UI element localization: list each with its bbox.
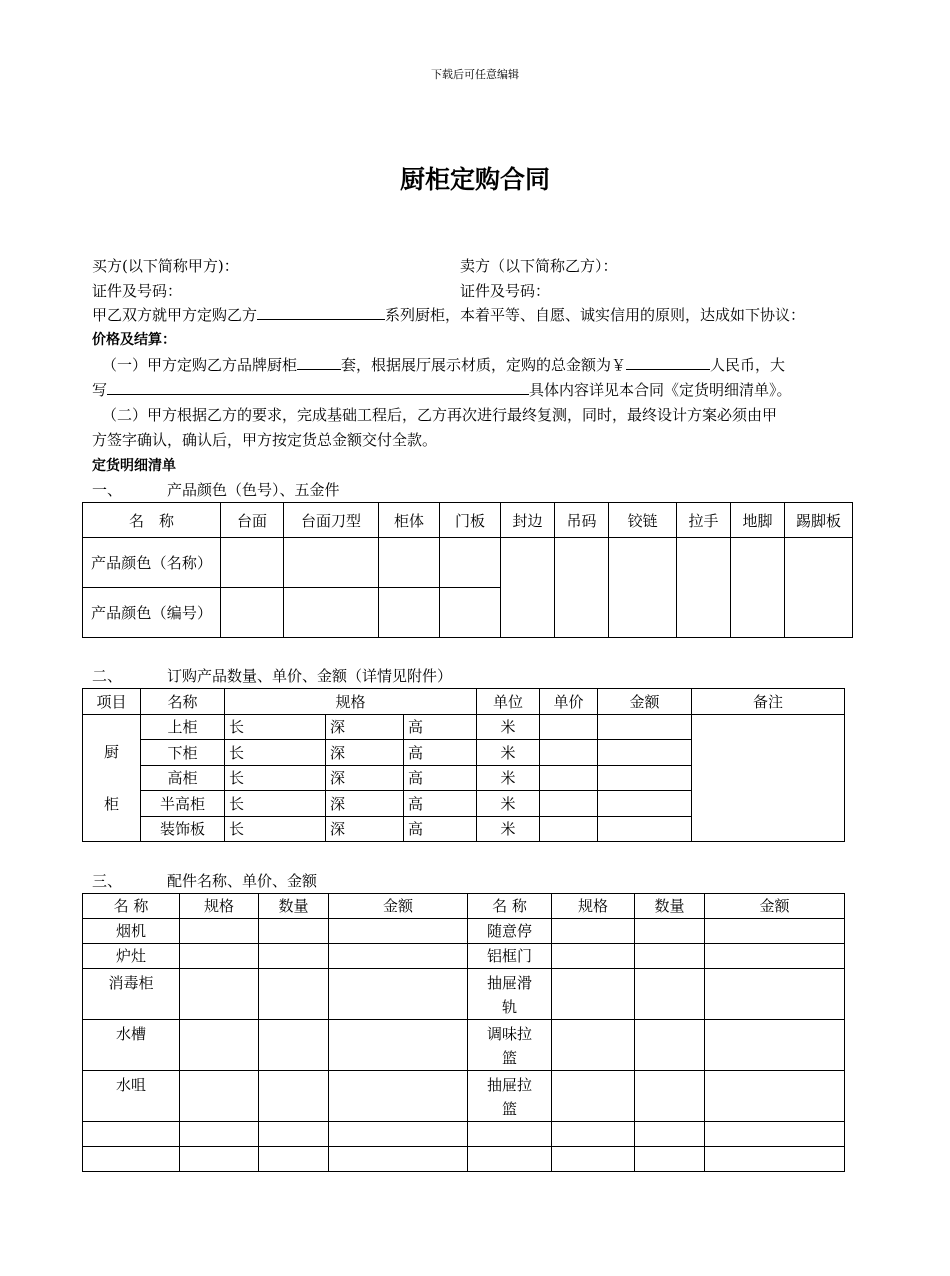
amount-blank[interactable] [626,355,710,370]
detail-heading: 定货明细清单 [92,458,176,474]
table-row [83,944,845,969]
t3-head-spec-left: 规格 [180,894,259,919]
accessories-table [82,893,845,1172]
section3-num: 三、 [92,872,123,890]
clause1-b: 套，根据展厅展示材质，定购的总金额为￥ [341,356,627,374]
t2-row-name: 下柜 [141,740,225,766]
t3-head-amount-right: 金额 [705,894,845,919]
t2-head-unit: 单位 [477,689,540,715]
t2-dim-height[interactable]: 高 [404,765,477,791]
parties-row [92,256,239,276]
price-heading: 价格及结算： [92,332,176,348]
clause1-line2 [92,380,792,400]
t2-group-top: 厨 [103,742,119,761]
t3-item-left: 水咀 [83,1071,180,1122]
t1-head-handle: 拉手 [677,503,731,538]
t3-item-right: 随意停 [468,919,552,944]
t2-dim-height[interactable]: 高 [404,791,477,817]
t3-head-name-left: 名 称 [83,894,180,919]
t2-dim-length[interactable]: 长 [225,714,326,740]
clause1-line1 [102,355,785,375]
section1-heading [92,480,340,500]
t2-dim-depth[interactable]: 深 [326,740,404,766]
t1-head-hinge: 铰链 [609,503,677,538]
t2-dim-depth[interactable]: 深 [326,765,404,791]
intro-line [92,305,805,325]
section3-title: 配件名称、单价、金额 [167,872,318,890]
t1-head-edge-profile: 台面刀型 [284,503,379,538]
section3-heading [92,871,317,891]
table-row [83,714,845,740]
t1-row-color-code: 产品颜色（编号） [83,588,221,638]
intro-pre: 甲乙双方就甲方定购乙方 [92,306,258,324]
t2-dim-height[interactable]: 高 [404,816,477,842]
clause2-line2: 方签字确认，确认后，甲方按定货总金额交付全款。 [92,431,438,449]
t2-unit: 米 [477,714,540,740]
t1-head-cabinet: 柜体 [379,503,440,538]
t1-head-kickboard: 踢脚板 [785,503,853,538]
t2-unit: 米 [477,765,540,791]
table-row [83,1147,845,1172]
clause1-d: 写 [92,381,108,399]
table-row [83,1020,845,1071]
intro-post: 系列厨柜，本着平等、自愿、诚实信用的原则，达成如下协议： [385,306,806,324]
section1-num: 一、 [92,481,123,499]
table-row [83,1071,845,1122]
t2-head-amount: 金额 [598,689,692,715]
t2-head-name: 名称 [141,689,225,715]
t2-group-cabinet [83,714,141,842]
t1-head-countertop: 台面 [221,503,284,538]
t2-unit: 米 [477,791,540,817]
t1-head-feet: 地脚 [731,503,785,538]
seller-id-label: 证件及号码： [460,282,551,300]
t2-dim-height[interactable]: 高 [404,740,477,766]
t3-item-left: 炉灶 [83,944,180,969]
t1-head-door: 门板 [440,503,501,538]
document-title: 厨柜定购合同 [399,165,550,194]
header-note: 下载后可任意编辑 [431,68,519,81]
t2-dim-depth[interactable]: 深 [326,816,404,842]
amount-words-blank[interactable] [107,380,529,395]
t2-dim-depth[interactable]: 深 [326,791,404,817]
buyer-id-label: 证件及号码： [92,282,183,300]
t2-dim-depth[interactable]: 深 [326,714,404,740]
t2-head-item: 项目 [83,689,141,715]
t3-item-right: 铝框门 [468,944,552,969]
section2-heading [92,666,452,686]
t2-group-bottom: 柜 [103,794,119,813]
table-row [83,919,845,944]
t2-row-name: 半高柜 [141,791,225,817]
table3-header-row [83,894,845,919]
t3-item-left: 水槽 [83,1020,180,1071]
clause1-e: 具体内容详见本合同《定货明细清单》。 [529,381,792,399]
t1-row-color-name: 产品颜色（名称） [83,538,221,588]
t3-head-amount-left: 金额 [329,894,468,919]
section2-num: 二、 [92,667,123,685]
buyer-label: 买方(以下简称甲方)： [92,257,239,275]
series-blank[interactable] [257,305,385,320]
table-row [83,969,845,1020]
t2-dim-height[interactable]: 高 [404,714,477,740]
t3-item-right-text: 抽屉滑轨 [486,974,532,1016]
clause1-a: （一）甲方定购乙方品牌厨柜 [102,356,298,374]
table-row [83,1122,845,1147]
t2-row-name: 装饰板 [141,816,225,842]
section2-title: 订购产品数量、单价、金额（详情见附件） [167,667,453,685]
seller-label: 卖方（以下简称乙方）： [460,257,618,275]
t2-remarks-cell[interactable] [692,714,845,842]
t3-item-right-text: 抽屉拉篮 [486,1076,532,1118]
table1-header-row [83,503,853,538]
t1-head-edging: 封边 [501,503,555,538]
t2-head-remarks: 备注 [692,689,845,715]
table-row [83,538,853,588]
t3-head-spec-right: 规格 [552,894,635,919]
t2-row-name: 高柜 [141,765,225,791]
t2-dim-length[interactable]: 长 [225,791,326,817]
t3-head-name-right: 名 称 [468,894,552,919]
t3-item-left: 烟机 [83,919,180,944]
t2-unit: 米 [477,740,540,766]
table2-header-row [83,689,845,715]
t2-dim-length[interactable]: 长 [225,740,326,766]
t2-dim-length[interactable]: 长 [225,816,326,842]
t2-head-unit-price: 单价 [540,689,598,715]
t2-unit: 米 [477,816,540,842]
t3-item-right [468,1071,552,1122]
t3-head-qty-right: 数量 [635,894,705,919]
order-products-table [82,688,845,842]
clause2-line1: （二）甲方根据乙方的要求，完成基础工程后，乙方再次进行最终复测，同时，最终设计方案必须由甲 [102,406,778,424]
t3-item-left: 消毒柜 [83,969,180,1020]
section1-title: 产品颜色（色号）、五金件 [167,481,340,499]
t3-item-right [468,1020,552,1071]
t2-row-name: 上柜 [141,714,225,740]
t1-head-name: 名 称 [83,503,221,538]
t3-item-right [468,969,552,1020]
t3-item-right-text: 调味拉篮 [486,1025,532,1067]
t2-dim-length[interactable]: 长 [225,765,326,791]
t1-head-hanger: 吊码 [555,503,609,538]
t3-head-qty-left: 数量 [259,894,329,919]
color-hardware-table [82,502,853,638]
clause1-c: 人民币，大 [710,356,786,374]
t2-head-spec: 规格 [225,689,477,715]
sets-blank[interactable] [297,355,341,370]
